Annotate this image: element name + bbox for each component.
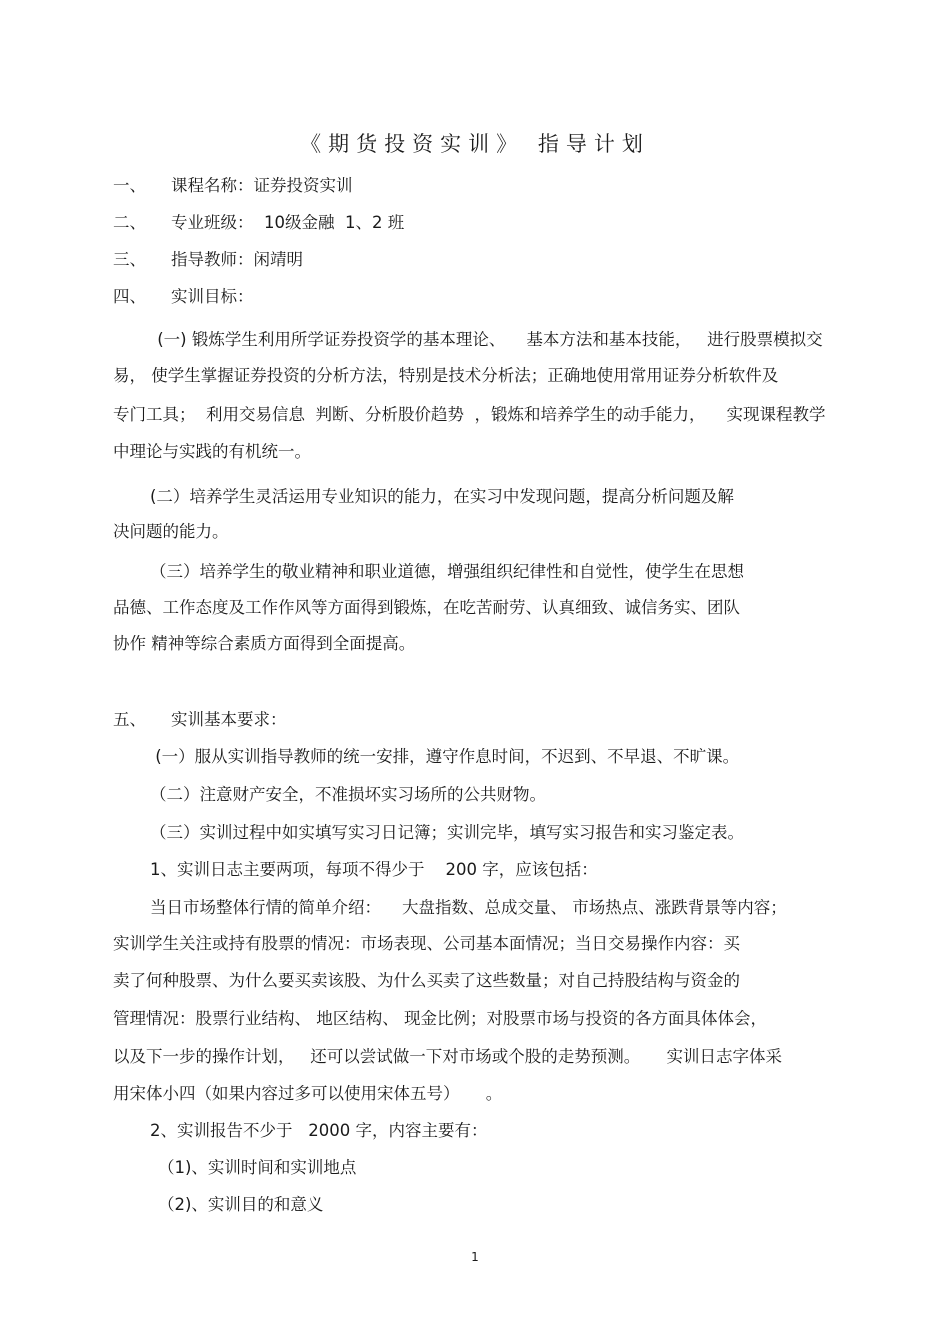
section-2-number: 二、 [113, 213, 146, 232]
log-requirement-line: 卖了何种股票、为什么要买卖该股、为什么买卖了这些数量；对自己持股结构与资金的 [113, 971, 740, 990]
log-requirement-line: 当日市场整体行情的简单介绍： 大盘指数、总成交量、 市场热点、涨跌背景等内容； [150, 898, 787, 917]
section-1-text: 课程名称：证券投资实训 [171, 176, 353, 195]
section-5-number: 五、 [113, 710, 146, 729]
section-1-number: 一、 [113, 176, 146, 195]
goal-3-line-1: （三）培养学生的敬业精神和职业道德，增强组织纪律性和自觉性，使学生在思想 [150, 562, 744, 581]
requirement-3: （三）实训过程中如实填写实习日记簿；实训完毕，填写实习报告和实习鉴定表。 [150, 823, 744, 842]
report-item: （2)、实训目的和意义 [158, 1195, 324, 1214]
goal-3-line-3: 协作 精神等综合素质方面得到全面提高。 [113, 634, 416, 653]
section-3-text: 指导教师：闲靖明 [171, 250, 303, 269]
page-number: 1 [471, 1250, 479, 1264]
log-requirement-line: 管理情况：股票行业结构、 地区结构、 现金比例；对股票市场与投资的各方面具体体会， [113, 1009, 767, 1028]
goal-1-line-2: 易， 使学生掌握证券投资的分析方法，特别是技术分析法；正确地使用常用证券分析软件及 [113, 366, 779, 385]
requirement-1: (一）服从实训指导教师的统一安排，遵守作息时间，不迟到、不早退、不旷课。 [150, 747, 740, 766]
section-3-number: 三、 [113, 250, 146, 269]
section-4-number: 四、 [113, 287, 146, 306]
section-4-text: 实训目标： [171, 287, 254, 306]
requirement-2: （二）注意财产安全，不准损坏实习场所的公共财物。 [150, 785, 546, 804]
section-2-text: 专业班级： 10级金融 1、2 班 [171, 213, 405, 232]
goal-1-line-3: 专门工具； 利用交易信息 判断、分析股价趋势 ，锻炼和培养学生的动手能力， 实现课程教学 [113, 405, 826, 424]
log-requirement-line: 实训学生关注或持有股票的情况：市场表现、公司基本面情况；当日交易操作内容：买 [113, 934, 740, 953]
section-5-text: 实训基本要求： [171, 710, 287, 729]
goal-1-line-1: (一) 锻炼学生利用所学证券投资学的基本理论、 基本方法和基本技能， 进行股票模拟交 [152, 330, 823, 349]
document-title: 《期货投资实训》 指导计划 [300, 132, 650, 156]
goal-3-line-2: 品德、工作态度及工作作风等方面得到锻炼，在吃苦耐劳、认真细致、诚信务实、团队 [113, 598, 740, 617]
report-item: （1)、实训时间和实训地点 [158, 1158, 357, 1177]
goal-2-line-2: 决问题的能力。 [113, 522, 229, 541]
goal-1-line-4: 中理论与实践的有机统一。 [113, 442, 311, 461]
log-requirement-title: 1、实训日志主要两项，每项不得少于 200 字，应该包括： [150, 860, 598, 879]
report-requirement-title: 2、实训报告不少于 2000 字，内容主要有： [150, 1121, 488, 1140]
goal-2-line-1: (二）培养学生灵活运用专业知识的能力，在实习中发现问题，提高分析问题及解 [150, 487, 734, 506]
log-requirement-line: 以及下一步的操作计划， 还可以尝试做一下对市场或个股的走势预测。 实训日志字体采 [113, 1047, 782, 1066]
log-requirement-line: 用宋体小四（如果内容过多可以使用宋体五号） 。 [113, 1084, 503, 1103]
